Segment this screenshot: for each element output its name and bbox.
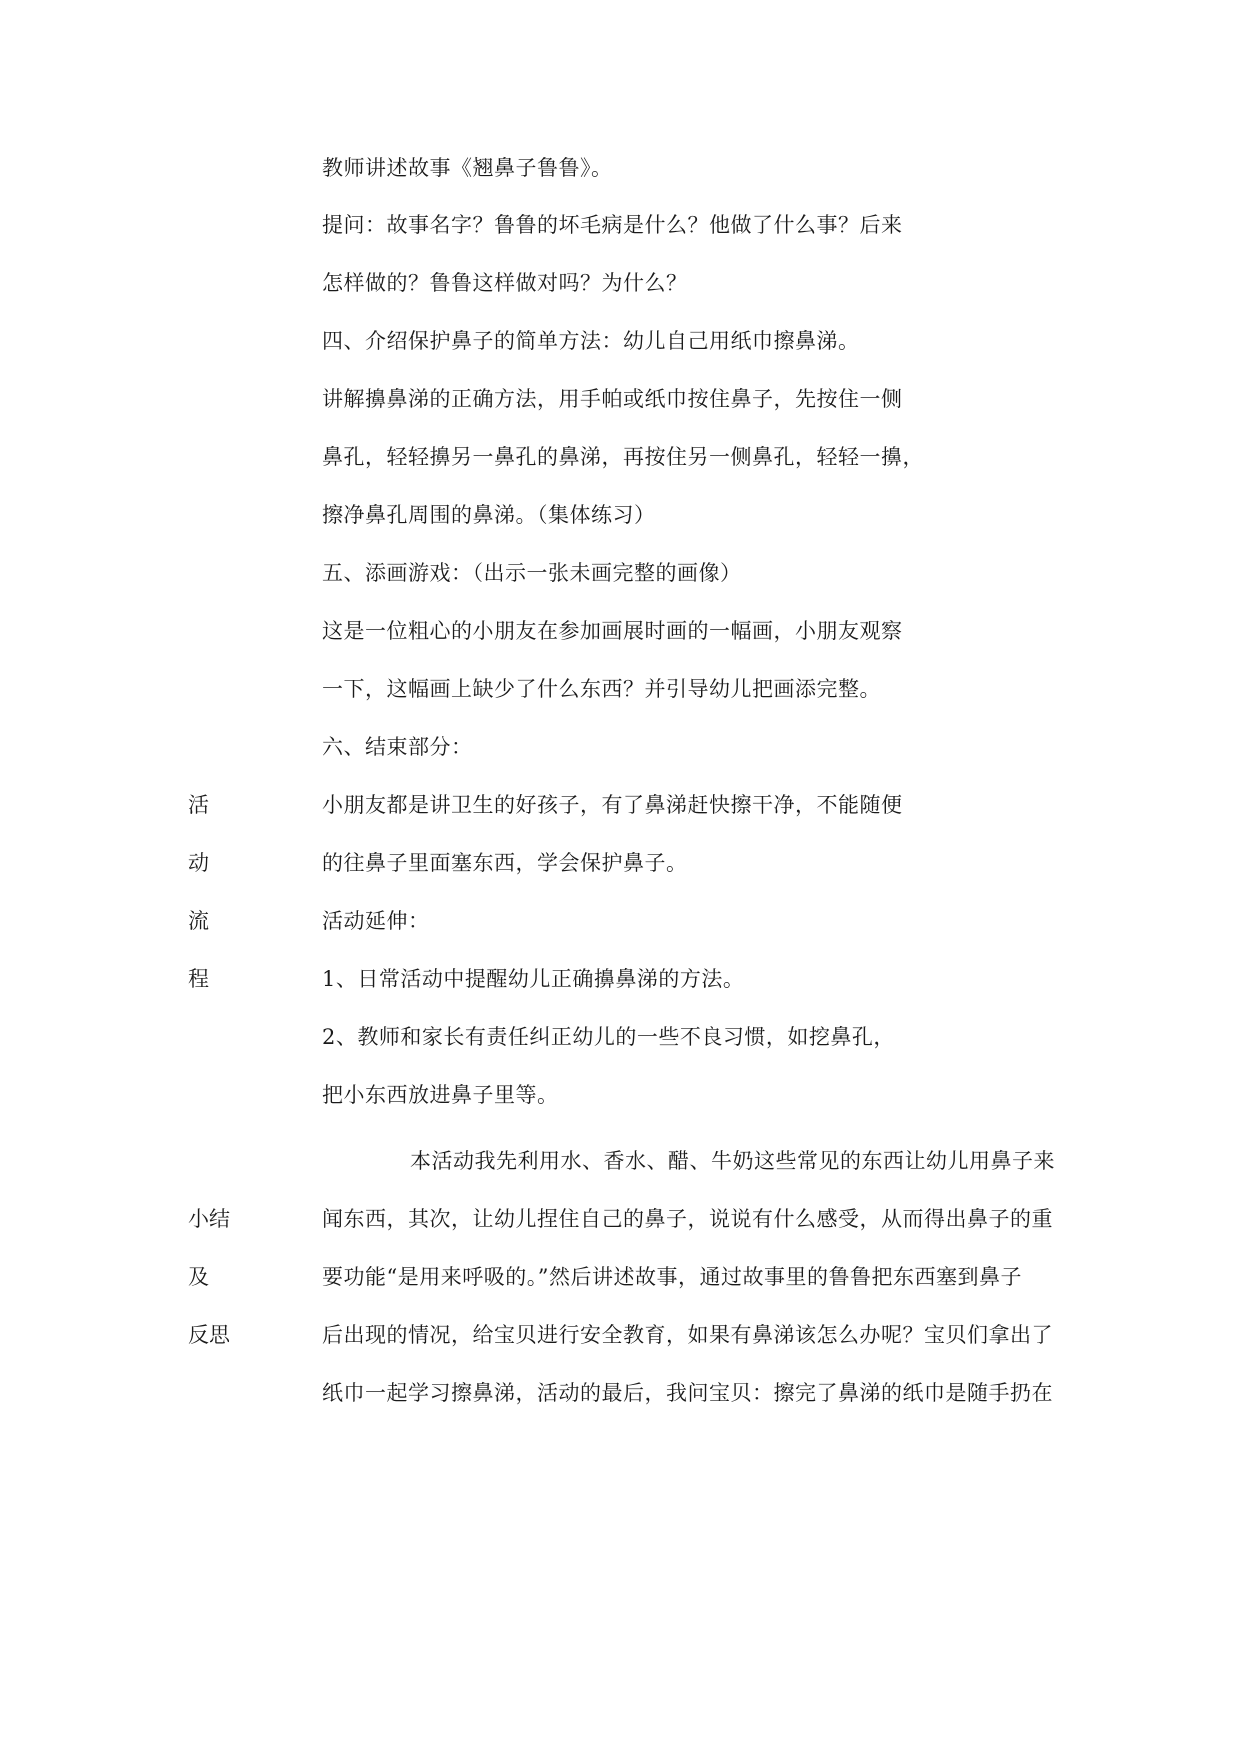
flow-line-17: 把小东西放进鼻子里等。 [322, 1083, 559, 1107]
flow-side-label-4: 程 [188, 967, 209, 991]
flow-line-7: 擦净鼻孔周围的鼻涕。（集体练习） [322, 503, 656, 527]
summary-side-label-3: 反思 [188, 1323, 230, 1347]
flow-side-label-2: 动 [188, 851, 209, 875]
flow-line-11: 六、结束部分： [322, 735, 473, 759]
flow-line-1: 教师讲述故事《翘鼻子鲁鲁》。 [322, 156, 613, 180]
flow-line-4: 四、介绍保护鼻子的简单方法：幼儿自己用纸巾擦鼻涕。 [322, 329, 860, 353]
flow-line-12: 小朋友都是讲卫生的好孩子，有了鼻涕赶快擦干净，不能随便 [322, 793, 903, 817]
summary-line-3: 要功能“是用来呼吸的。”然后讲述故事，通过故事里的鲁鲁把东西塞到鼻子 [322, 1265, 1022, 1289]
flow-side-label-1: 活 [188, 793, 209, 817]
flow-line-5: 讲解擤鼻涕的正确方法，用手帕或纸巾按住鼻子，先按住一侧 [322, 387, 903, 411]
summary-line-1: 本活动我先利用水、香水、醋、牛奶这些常见的东西让幼儿用鼻子来 [410, 1149, 1055, 1173]
flow-line-10: 一下，这幅画上缺少了什么东西？并引导幼儿把画添完整。 [322, 677, 881, 701]
flow-side-label-3: 流 [188, 909, 209, 933]
flow-line-9: 这是一位粗心的小朋友在参加画展时画的一幅画，小朋友观察 [322, 619, 903, 643]
flow-line-15: 1、日常活动中提醒幼儿正确擤鼻涕的方法。 [322, 967, 745, 991]
flow-line-3: 怎样做的？鲁鲁这样做对吗？为什么？ [322, 271, 688, 295]
flow-line-8: 五、添画游戏：（出示一张未画完整的画像） [322, 561, 742, 585]
summary-line-4: 后出现的情况，给宝贝进行安全教育，如果有鼻涕该怎么办呢？宝贝们拿出了 [322, 1323, 1053, 1347]
summary-line-2: 闻东西，其次，让幼儿捏住自己的鼻子，说说有什么感受，从而得出鼻子的重 [322, 1207, 1053, 1231]
flow-line-2: 提问：故事名字？鲁鲁的坏毛病是什么？他做了什么事？后来 [322, 213, 903, 237]
flow-line-13: 的往鼻子里面塞东西，学会保护鼻子。 [322, 851, 688, 875]
flow-line-16: 2、教师和家长有责任纠正幼儿的一些不良习惯，如挖鼻孔， [322, 1025, 895, 1049]
summary-line-5: 纸巾一起学习擦鼻涕，活动的最后，我问宝贝：擦完了鼻涕的纸巾是随手扔在 [322, 1381, 1053, 1405]
flow-line-14: 活动延伸： [322, 909, 430, 933]
summary-side-label-1: 小结 [188, 1207, 230, 1231]
flow-line-6: 鼻孔，轻轻擤另一鼻孔的鼻涕，再按住另一侧鼻孔，轻轻一擤， [322, 445, 924, 469]
summary-side-label-2: 及 [188, 1265, 209, 1289]
